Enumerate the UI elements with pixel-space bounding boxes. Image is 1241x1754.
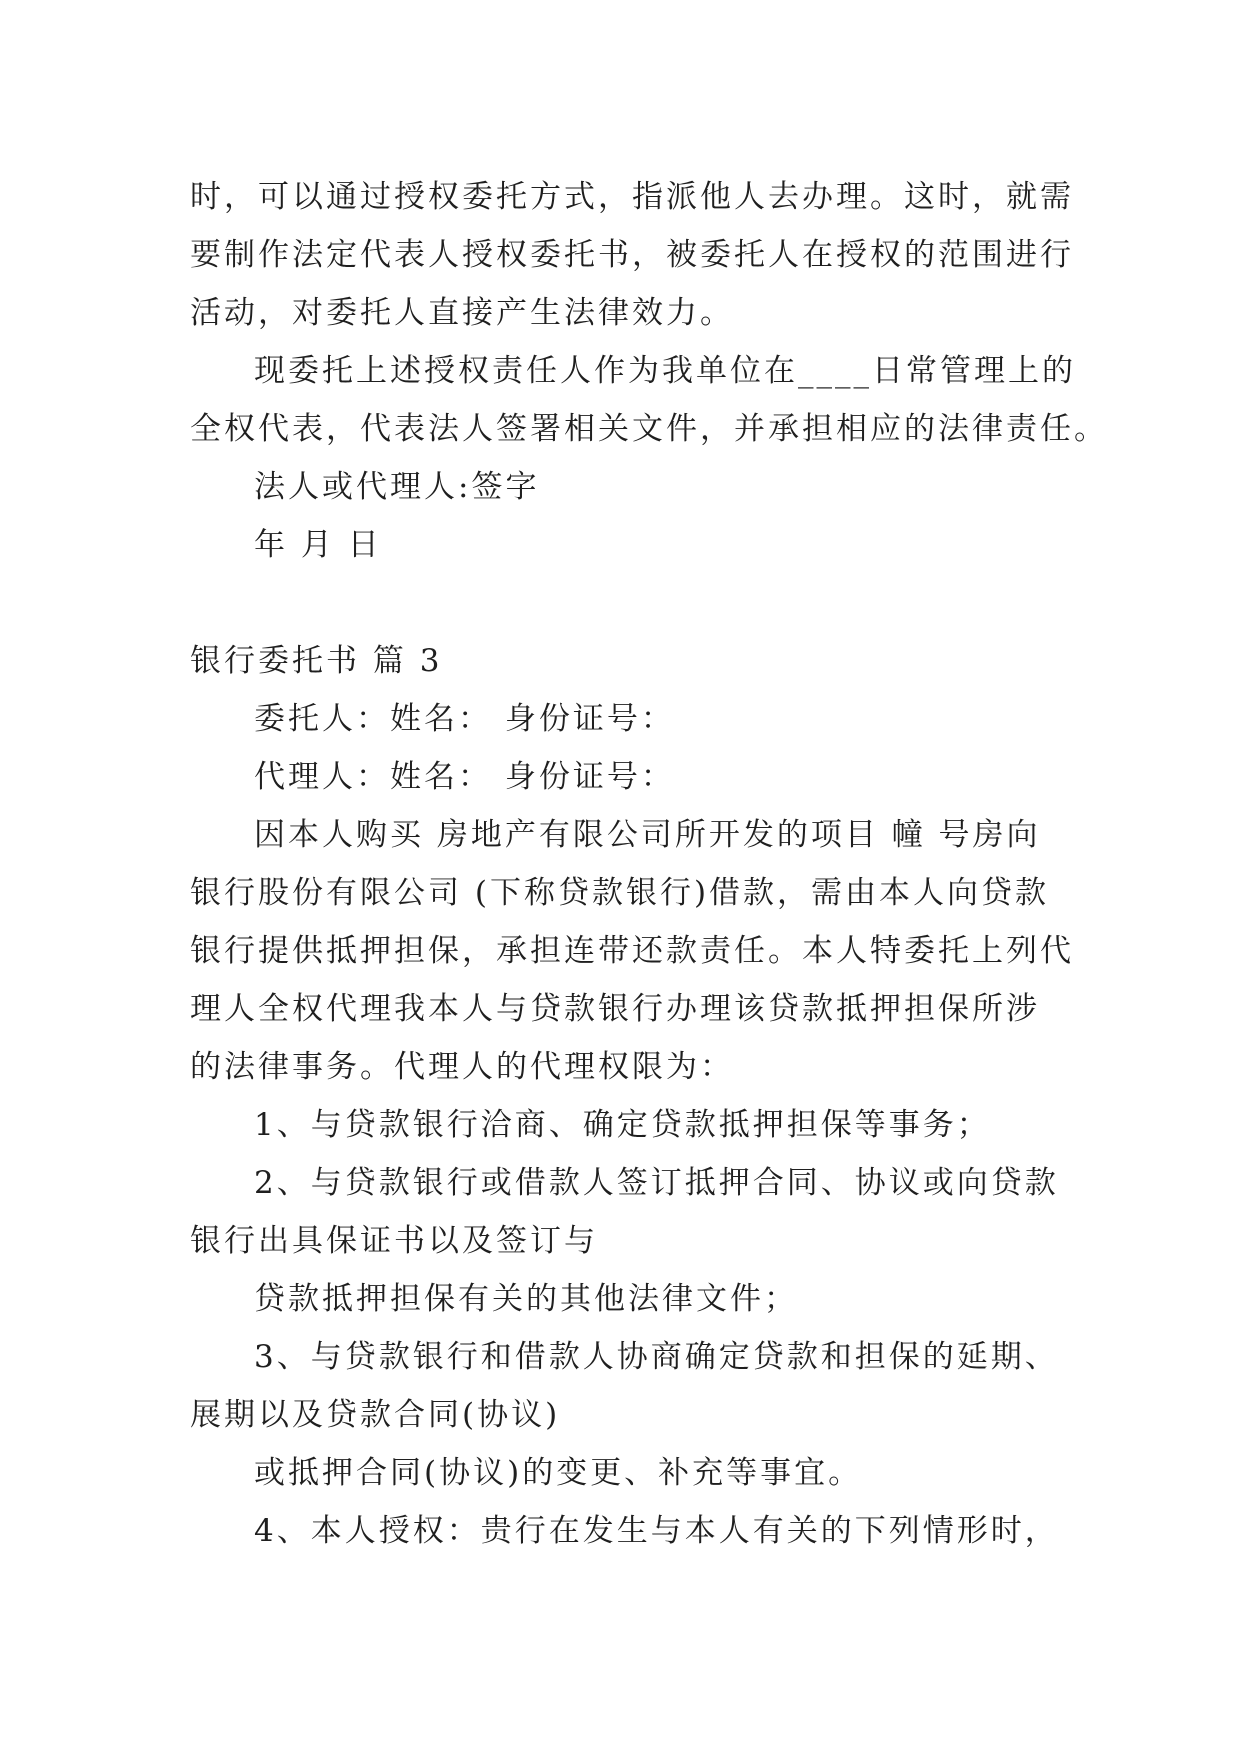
text-line: 银行出具保证书以及签订与 (190, 1223, 598, 1259)
text-line: 贷款抵押担保有关的其他法律文件； (254, 1281, 798, 1317)
text-line: 现委托上述授权责任人作为我单位在____日常管理上的 (254, 353, 1076, 389)
section-title-block (190, 632, 1050, 690)
text-line: 3、与贷款银行和借款人协商确定贷款和担保的延期、 (254, 1339, 1059, 1375)
text-block-2 (190, 690, 1074, 1560)
signature-line: 法人或代理人:签字 (254, 469, 540, 505)
text-line: 因本人购买 房地产有限公司所开发的项目 幢 号房向 (254, 817, 1041, 853)
text-line: 理人全权代理我本人与贷款银行办理该贷款抵押担保所涉 (190, 991, 1040, 1027)
date-line: 年 月 日 (254, 527, 382, 563)
text-line: 委托人：姓名： 身份证号： (254, 701, 675, 737)
text-line: 活动，对委托人直接产生法律效力。 (190, 295, 734, 331)
text-line: 的法律事务。代理人的代理权限为： (190, 1049, 734, 1085)
text-line: 全权代表，代表法人签署相关文件，并承担相应的法律责任。 (190, 411, 1108, 447)
text-line: 展期以及贷款合同(协议) (190, 1397, 561, 1433)
text-block-1 (190, 168, 1108, 574)
text-line: 要制作法定代表人授权委托书，被委托人在授权的范围进行 (190, 237, 1074, 273)
text-line: 1、与贷款银行洽商、确定贷款抵押担保等事务； (254, 1107, 991, 1143)
text-line: 2、与贷款银行或借款人签订抵押合同、协议或向贷款 (254, 1165, 1059, 1201)
text-line: 时，可以通过授权委托方式，指派他人去办理。这时，就需 (190, 179, 1074, 215)
text-line: 4、本人授权：贵行在发生与本人有关的下列情形时， (254, 1513, 1059, 1549)
text-line: 代理人：姓名： 身份证号： (254, 759, 675, 795)
text-line: 银行股份有限公司 (下称贷款银行)借款，需由本人向贷款 (190, 875, 1050, 911)
text-line: 或抵押合同(协议)的变更、补充等事宜。 (254, 1455, 863, 1491)
text-line: 银行提供抵押担保，承担连带还款责任。本人特委托上列代 (190, 933, 1074, 969)
section-title: 银行委托书 篇 3 (190, 643, 443, 679)
